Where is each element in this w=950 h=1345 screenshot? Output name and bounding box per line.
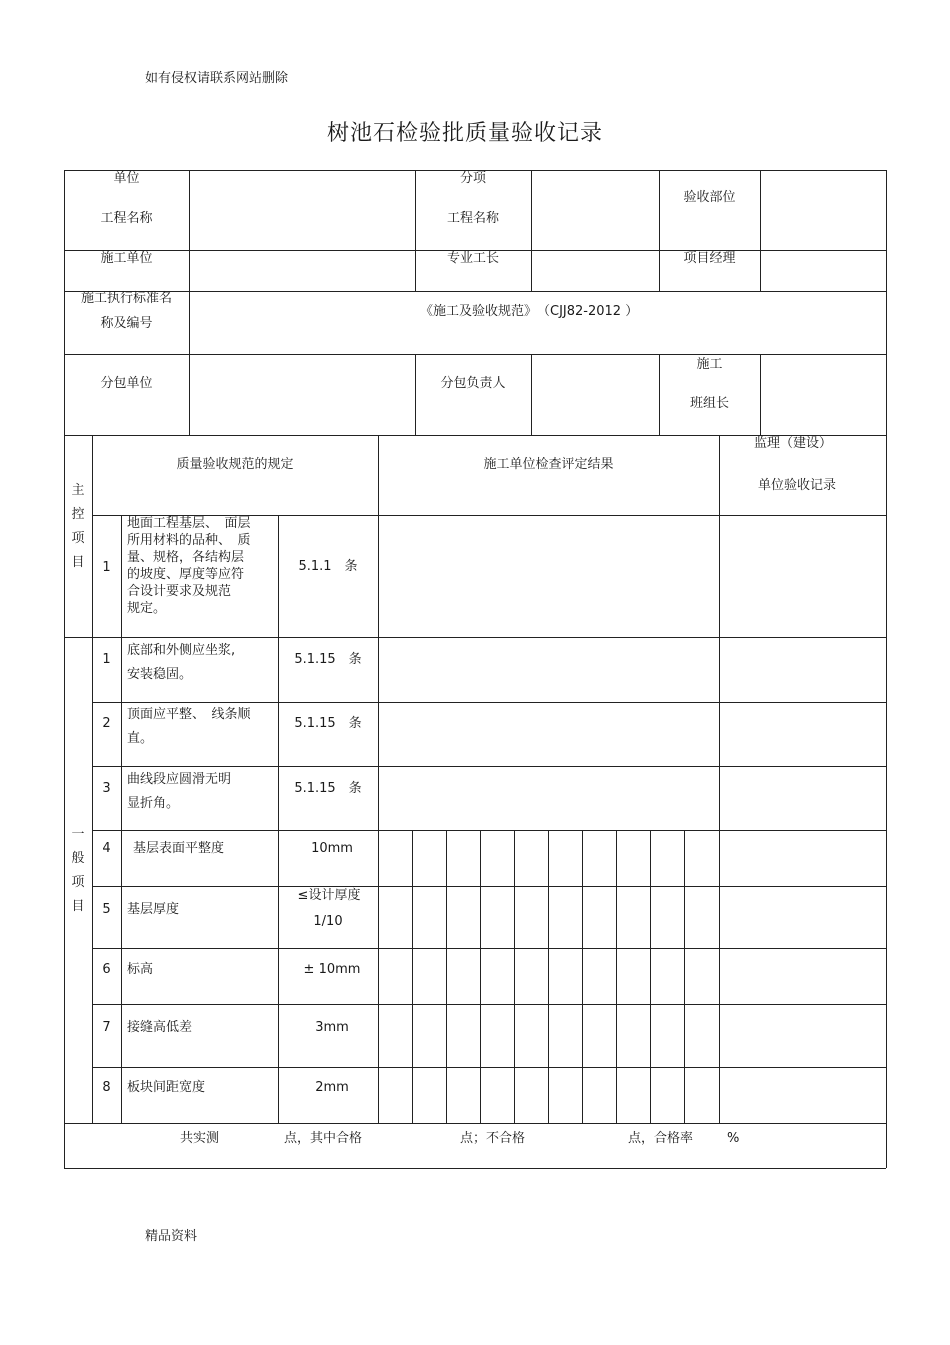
- main-item-ref: 5.1.1 条: [298, 559, 358, 574]
- summary-percent-label: %: [727, 1131, 740, 1146]
- general-item-number: 3: [102, 781, 111, 796]
- sub-label-line2: 工程名称: [446, 211, 499, 226]
- main-item-supervisor-field[interactable]: [720, 516, 885, 636]
- general-item-desc: 底部和外侧应坐浆, 安装稳固。: [127, 643, 236, 682]
- main-section-char: 主: [71, 483, 85, 498]
- manager-field[interactable]: [761, 251, 885, 290]
- project-name-field[interactable]: [190, 171, 414, 249]
- general-item-number: 2: [102, 716, 111, 731]
- summary-fail-label: 点；不合格: [460, 1131, 526, 1146]
- header-note: 如有侵权请联系网站删除: [145, 71, 289, 86]
- supervisor-header-line1: 监理（建设）: [753, 436, 832, 451]
- general-item-desc: 标高: [127, 962, 154, 977]
- main-section-char: 项: [71, 531, 85, 546]
- general-item-desc: 顶面应平整、 线条顺 直。: [127, 707, 251, 746]
- general-item-number: 6: [102, 962, 111, 977]
- main-item-number: 1: [102, 560, 111, 575]
- main-item-result-field[interactable]: [379, 516, 718, 636]
- rules-header: 质量验收规范的规定: [176, 457, 294, 472]
- general-item-ref: 3mm: [315, 1020, 349, 1035]
- general-item-desc: 曲线段应圆滑无明 显折角。: [127, 772, 232, 811]
- page-title: 树池石检验批质量验收记录: [326, 121, 603, 146]
- subcontract-field[interactable]: [190, 355, 414, 434]
- general-item-desc: 基层表面平整度: [133, 841, 225, 856]
- standard-label-line1: 施工执行标准名: [80, 291, 172, 306]
- sub-leader-field[interactable]: [532, 355, 658, 434]
- foreman-label: 专业工长: [446, 251, 499, 266]
- general-item-ref: ≤设计厚度: [297, 888, 361, 903]
- general-section-char: 目: [71, 899, 85, 914]
- team-leader-field[interactable]: [761, 355, 885, 434]
- general-item-desc: 基层厚度: [127, 902, 180, 917]
- subcontract-label: 分包单位: [100, 376, 153, 391]
- main-section-char: 控: [71, 507, 85, 522]
- general-item-number: 7: [102, 1020, 111, 1035]
- general-item-ref: 5.1.15 条: [294, 652, 362, 667]
- general-item-number: 4: [102, 841, 111, 856]
- main-section-char: 目: [71, 555, 85, 570]
- builder-field[interactable]: [190, 251, 414, 290]
- builder-label: 施工单位: [100, 251, 153, 266]
- result-header: 施工单位检查评定结果: [483, 457, 614, 472]
- team-label-line2: 班组长: [689, 396, 729, 411]
- main-item-desc: 地面工程基层、 面层 所用材料的品种、 质 量、规格，各结构层 的坡度、厚度等应符 合设计要求及规范 规定。: [127, 516, 251, 616]
- foreman-field[interactable]: [532, 251, 658, 290]
- sub-label-line1: 分项: [459, 171, 486, 186]
- standard-label-line2: 称及编号: [100, 316, 153, 331]
- summary-total-label: 共实测: [180, 1131, 220, 1146]
- summary-rate-label: 点，合格率: [628, 1131, 694, 1146]
- general-section-char: 一: [71, 827, 85, 842]
- accept-part-field[interactable]: [761, 171, 885, 249]
- general-item-ref: ± 10mm: [303, 962, 361, 977]
- unit-label-line2: 工程名称: [100, 211, 153, 226]
- general-item-ref: 10mm: [311, 841, 353, 856]
- footer-note: 精品资料: [145, 1229, 198, 1244]
- general-section-char: 项: [71, 875, 85, 890]
- general-item-desc: 板块间距宽度: [127, 1080, 206, 1095]
- summary-pass-label: 点，其中合格: [284, 1131, 363, 1146]
- general-item-ref: 2mm: [315, 1080, 349, 1095]
- unit-label-line1: 单位: [113, 171, 140, 186]
- general-item-ref-2: 1/10: [313, 914, 343, 929]
- general-item-desc: 接缝高低差: [127, 1020, 193, 1035]
- accept-part-label: 验收部位: [683, 190, 736, 205]
- supervisor-header-line2: 单位验收记录: [757, 478, 836, 493]
- general-item-ref: 5.1.15 条: [294, 716, 362, 731]
- general-section-char: 般: [71, 851, 85, 866]
- general-item-number: 1: [102, 652, 111, 667]
- team-label-line1: 施工: [696, 357, 723, 372]
- general-item-ref: 5.1.15 条: [294, 781, 362, 796]
- general-item-number: 8: [102, 1080, 111, 1095]
- general-item-number: 5: [102, 902, 111, 917]
- sub-leader-label: 分包负责人: [440, 376, 506, 391]
- sub-project-field[interactable]: [532, 171, 658, 249]
- standard-value: 《施工及验收规范》 （CJJ82-2012 ）: [420, 304, 639, 319]
- manager-label: 项目经理: [683, 251, 736, 266]
